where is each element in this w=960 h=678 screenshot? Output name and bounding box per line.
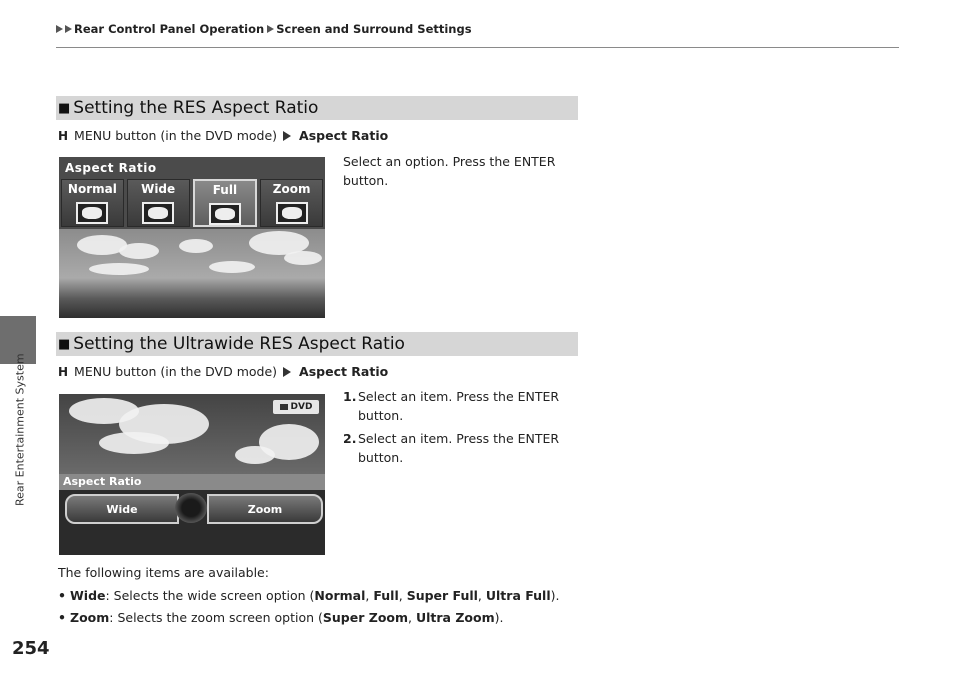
step-number: 1. [343,389,357,404]
items-intro: The following items are available: [58,565,269,580]
section-title: Setting the Ultrawide RES Aspect Ratio [73,334,405,354]
chapter-label: Rear Entertainment System [13,353,27,507]
menu-path [58,128,388,143]
menu-path-target: Aspect Ratio [299,364,389,379]
option-zoom-button[interactable]: Zoom [207,494,323,524]
breadcrumb-arrow-icon [267,25,274,33]
screen-title: Aspect Ratio [65,161,157,175]
screen-title: Aspect Ratio [63,475,142,488]
option-label: Zoom [272,182,311,196]
item-option: Super Full [406,588,478,603]
sky-background [59,229,325,318]
option-full-button[interactable] [193,179,258,227]
menu-path-prefix: MENU button (in the DVD mode) [74,364,278,379]
aspect-ratio-icon [76,202,108,224]
step-text: Select an item. Press the ENTER button. [358,389,560,423]
item-option: Ultra Full [485,588,551,603]
option-zoom-button[interactable] [260,179,323,227]
header-divider [56,47,899,48]
breadcrumb-item[interactable]: Screen and Surround Settings [276,22,472,36]
step-item [343,387,568,425]
item-term: Wide [70,588,106,603]
breadcrumb-arrow-icon [65,25,72,33]
heading-square-icon: ■ [58,336,71,352]
item-desc: : Selects the zoom screen option ( [109,610,323,625]
breadcrumb [56,22,472,36]
aspect-ratio-icon [142,202,174,224]
item-option: Normal [314,588,366,603]
source-badge [273,400,319,414]
option-wide-button[interactable]: Wide [65,494,179,524]
option-wide-button[interactable] [127,179,190,227]
section-title: Setting the RES Aspect Ratio [73,98,319,118]
option-label: Normal [67,182,117,196]
step-item [343,429,568,467]
item-option: Full [373,588,399,603]
home-menu-icon: H [58,128,69,143]
step-text: Select an item. Press the ENTER button. [358,431,560,465]
home-menu-icon: H [58,364,69,379]
breadcrumb-arrow-icon [56,25,63,33]
bullet-icon: • [58,588,66,603]
source-badge-label: DVD [290,402,313,412]
path-arrow-icon [283,367,291,377]
menu-path [58,364,388,379]
selector-knob-icon[interactable] [175,493,207,523]
menu-path-prefix: MENU button (in the DVD mode) [74,128,278,143]
instruction-text: Select an option. Press the ENTER button. [343,154,556,188]
disc-icon [280,404,288,410]
option-normal-button[interactable] [61,179,124,227]
step-number: 2. [343,431,357,446]
aspect-option-row [61,179,323,227]
step-list [343,387,568,467]
section-heading-res-aspect [56,96,578,120]
item-wide: • Wide: Selects the wide screen option (Normal, Full, Super Full, Ultra Full). [58,588,560,603]
item-desc: : Selects the wide screen option ( [105,588,315,603]
item-zoom: • Zoom: Selects the zoom screen option (Super Zoom, Ultra Zoom). [58,610,504,625]
item-term: Zoom [70,610,110,625]
option-label: Wide [141,182,176,196]
menu-path-target: Aspect Ratio [299,128,389,143]
path-arrow-icon [283,131,291,141]
ultrawide-aspect-screen [59,394,325,555]
aspect-ratio-icon [276,202,308,224]
aspect-ratio-icon [209,203,241,225]
breadcrumb-item[interactable]: Rear Control Panel Operation [74,22,265,36]
heading-square-icon: ■ [58,100,71,116]
item-option: Super Zoom [322,610,409,625]
aspect-ratio-screen [59,157,325,318]
item-option: Ultra Zoom [415,610,495,625]
option-label: Full [212,183,238,197]
bullet-icon: • [58,610,66,625]
section-heading-ultrawide-aspect [56,332,578,356]
page-number: 254 [12,638,50,659]
